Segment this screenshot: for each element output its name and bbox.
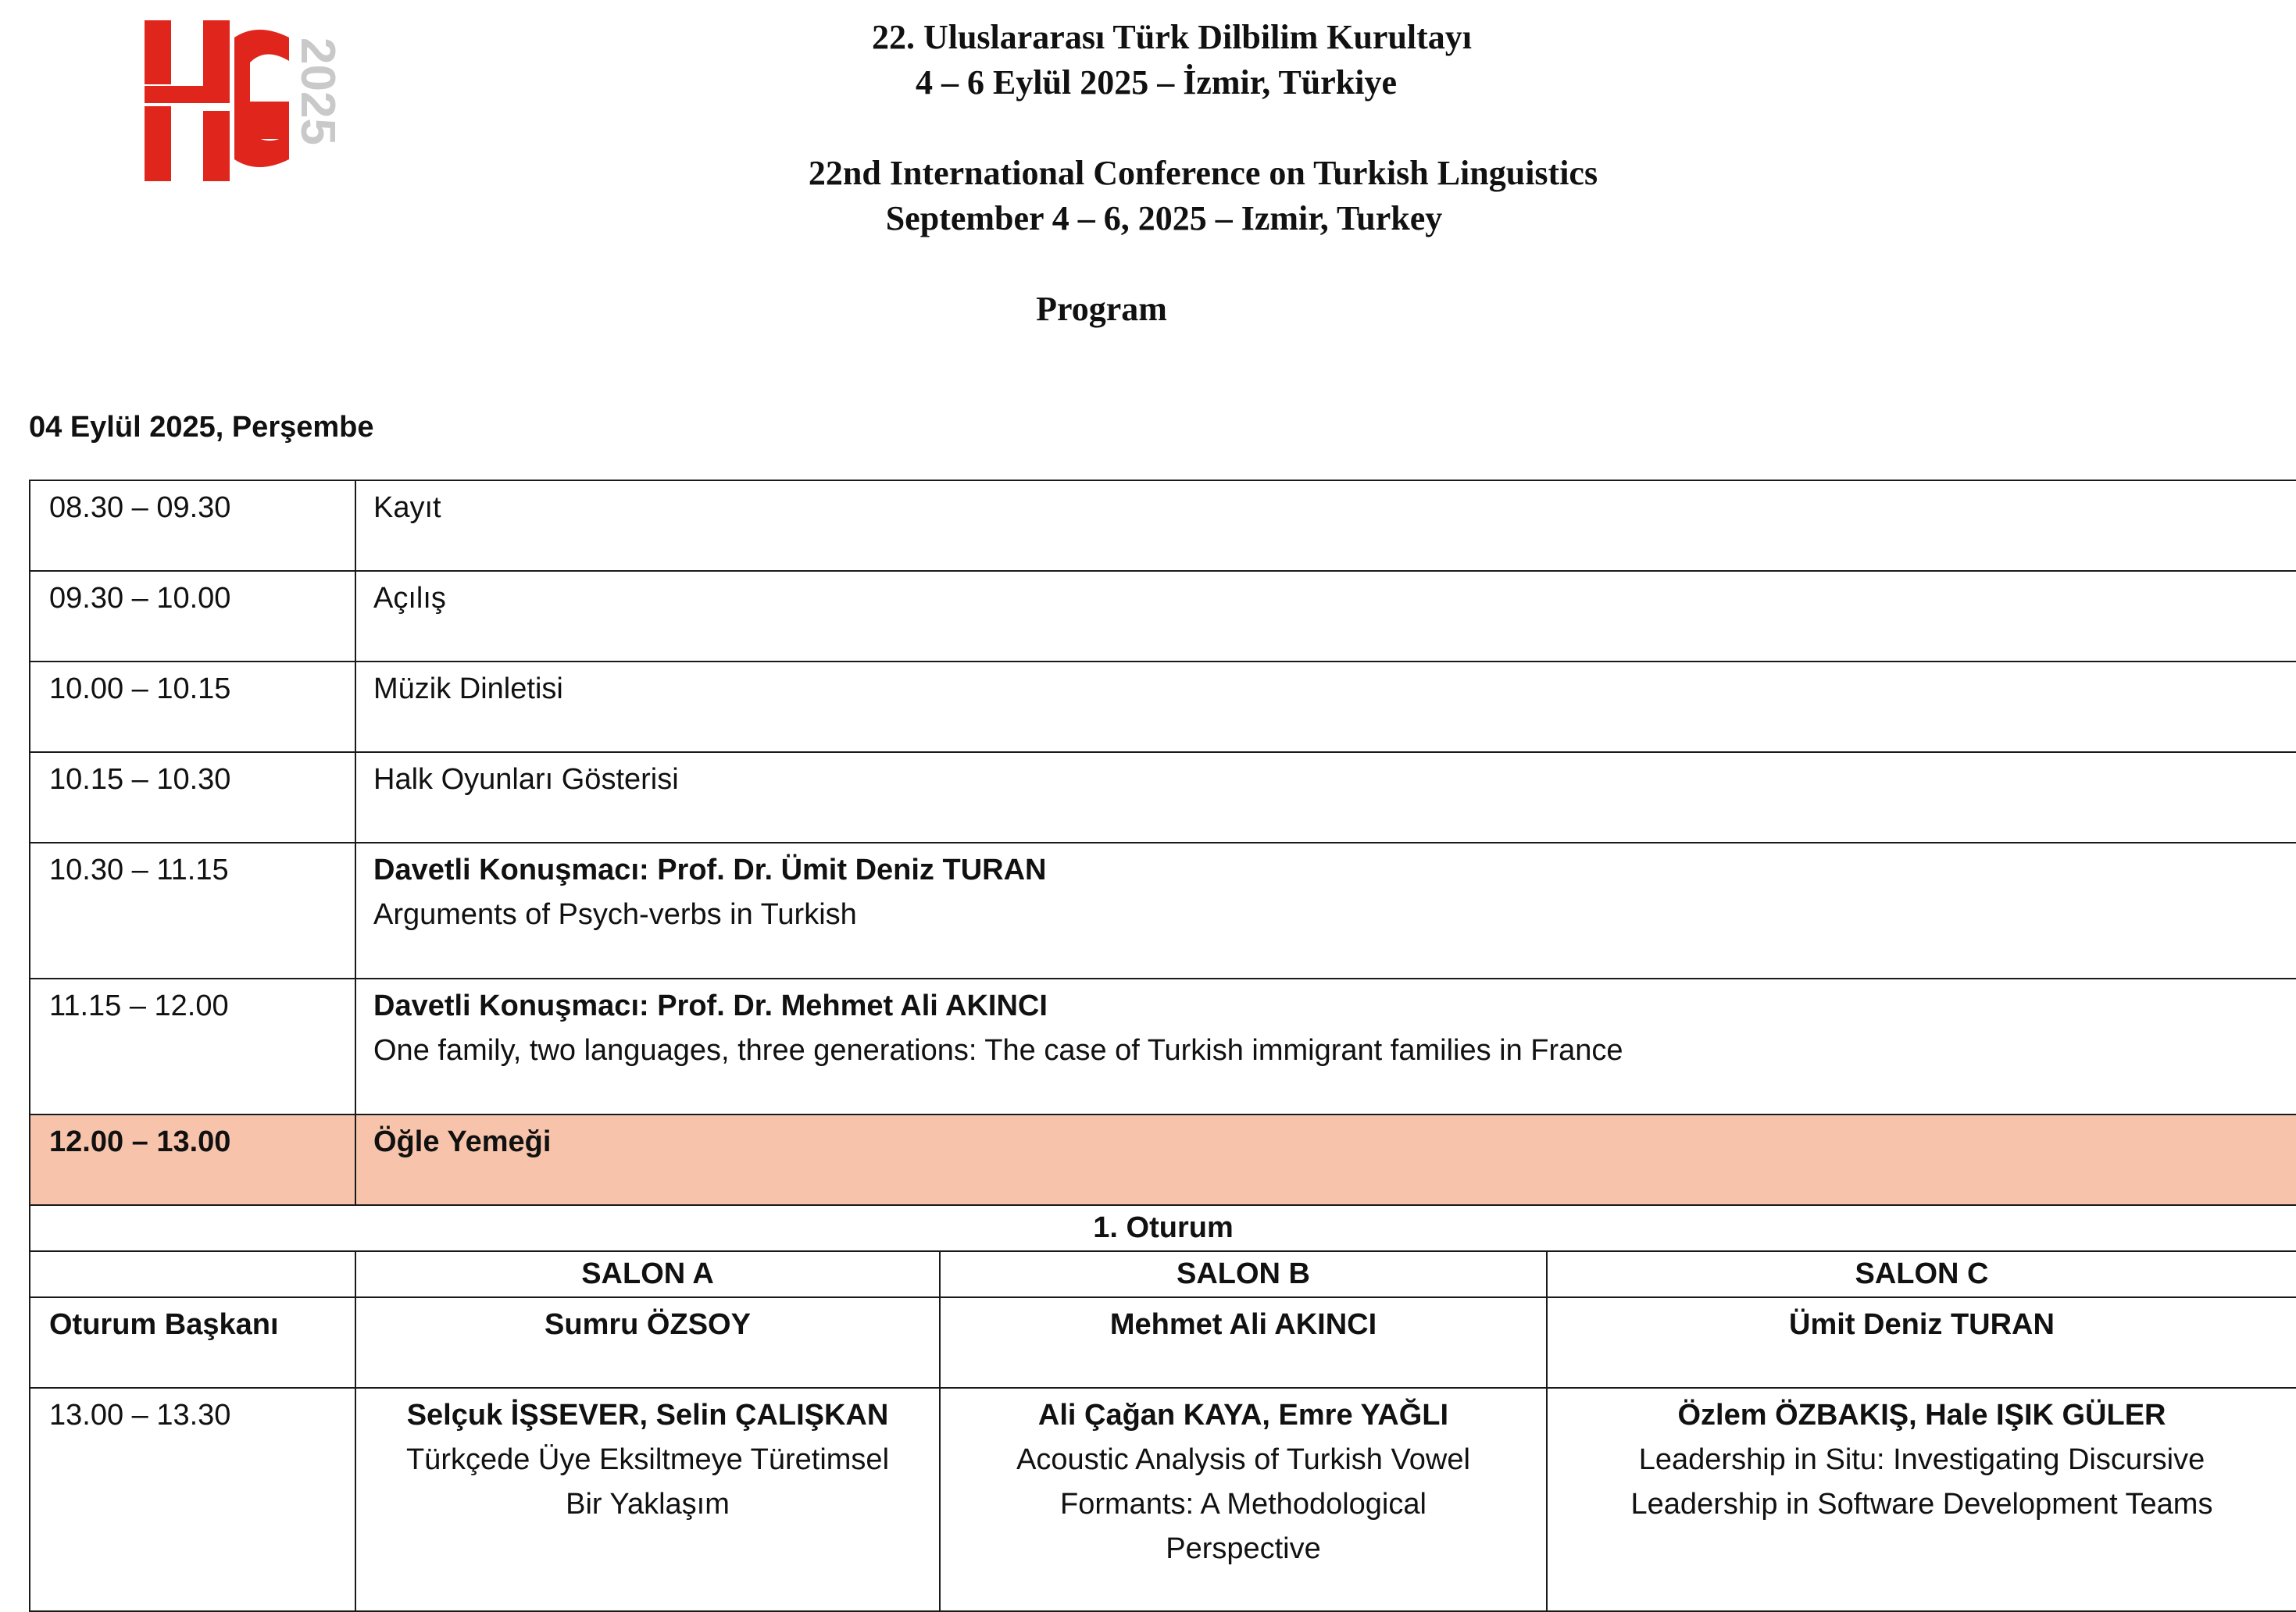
keynote-speaker: Davetli Konuşmacı: Prof. Dr. Mehmet Ali AKINCI (373, 990, 1048, 1022)
talk-cell-c (1547, 1388, 2296, 1611)
talk-title-line: Acoustic Analysis of Turkish Vowel (1016, 1443, 1470, 1476)
keynote-talk-title: Arguments of Psych-verbs in Turkish (373, 898, 857, 931)
keynote-cell (355, 979, 2296, 1114)
conference-logo (141, 14, 375, 190)
schedule-row (30, 480, 2296, 571)
keynote-talk-title: One family, two languages, three generations: The case of Turkish immigrant families in France (373, 1034, 1623, 1067)
talk-authors: Özlem ÖZBAKIŞ, Hale IŞIK GÜLER (1677, 1399, 2166, 1432)
schedule-row (30, 662, 2296, 752)
event-cell: Müzik Dinletisi (355, 662, 2296, 752)
talk-cell-b (940, 1388, 1547, 1611)
date-turkish: 4 – 6 Eylül 2025 – İzmir, Türkiye (915, 63, 1398, 102)
svg-text:2025: 2025 (291, 37, 345, 145)
session-chair-c: Ümit Deniz TURAN (1547, 1297, 2296, 1388)
schedule-row (30, 571, 2296, 662)
talk-slot-row (30, 1388, 2296, 1611)
talk-title-line: Leadership in Situ: Investigating Discursive (1638, 1443, 2205, 1476)
session-title-row (30, 1205, 2296, 1251)
talk-authors: Selçuk İŞSEVER, Selin ÇALIŞKAN (406, 1399, 889, 1432)
title-english: 22nd International Conference on Turkish Linguistics (808, 154, 1598, 192)
talk-authors: Ali Çağan KAYA, Emre YAĞLI (1037, 1399, 1449, 1432)
date-english: September 4 – 6, 2025 – Izmir, Turkey (885, 199, 1443, 237)
talk-title-line: Perspective (1166, 1532, 1321, 1565)
program-heading: Program (1036, 290, 1167, 328)
title-turkish: 22. Uluslararası Türk Dilbilim Kurultayı (871, 18, 1473, 56)
time-cell: 10.00 – 10.15 (30, 662, 355, 752)
hall-c-header: SALON C (1547, 1251, 2296, 1297)
lunch-row (30, 1114, 2296, 1205)
hall-header-row (30, 1251, 2296, 1297)
time-cell: 08.30 – 09.30 (30, 480, 355, 571)
event-cell: Halk Oyunları Gösterisi (355, 752, 2296, 843)
schedule-row (30, 979, 2296, 1114)
session-chair-label: Oturum Başkanı (30, 1297, 355, 1388)
session-chair-a: Sumru ÖZSOY (355, 1297, 940, 1388)
talk-title-line: Bir Yaklaşım (566, 1488, 730, 1521)
talk-title-line: Formants: A Methodological (1060, 1488, 1427, 1521)
hall-a-header: SALON A (355, 1251, 940, 1297)
empty-cell (30, 1251, 355, 1297)
keynote-cell (355, 843, 2296, 979)
time-cell: 12.00 – 13.00 (30, 1114, 355, 1205)
event-cell: Öğle Yemeği (355, 1114, 2296, 1205)
talk-title-line: Leadership in Software Development Teams (1630, 1488, 2213, 1521)
event-cell: Kayıt (355, 480, 2296, 571)
schedule-table (29, 480, 2296, 1612)
schedule-row (30, 843, 2296, 979)
keynote-speaker: Davetli Konuşmacı: Prof. Dr. Ümit Deniz TURAN (373, 854, 1047, 886)
time-cell: 11.15 – 12.00 (30, 979, 355, 1114)
schedule-row (30, 752, 2296, 843)
event-cell: Açılış (355, 571, 2296, 662)
day-heading: 04 Eylül 2025, Perşembe (29, 411, 374, 444)
time-cell: 09.30 – 10.00 (30, 571, 355, 662)
hall-b-header: SALON B (940, 1251, 1547, 1297)
talk-title-line: Türkçede Üye Eksiltmeye Türetimsel (405, 1443, 890, 1476)
time-cell: 10.15 – 10.30 (30, 752, 355, 843)
session-chair-row (30, 1297, 2296, 1388)
talk-cell-a (355, 1388, 940, 1611)
session-chair-b: Mehmet Ali AKINCI (940, 1297, 1547, 1388)
time-cell: 10.30 – 11.15 (30, 843, 355, 979)
session-title: 1. Oturum (30, 1205, 2296, 1251)
time-cell: 13.00 – 13.30 (30, 1388, 355, 1611)
